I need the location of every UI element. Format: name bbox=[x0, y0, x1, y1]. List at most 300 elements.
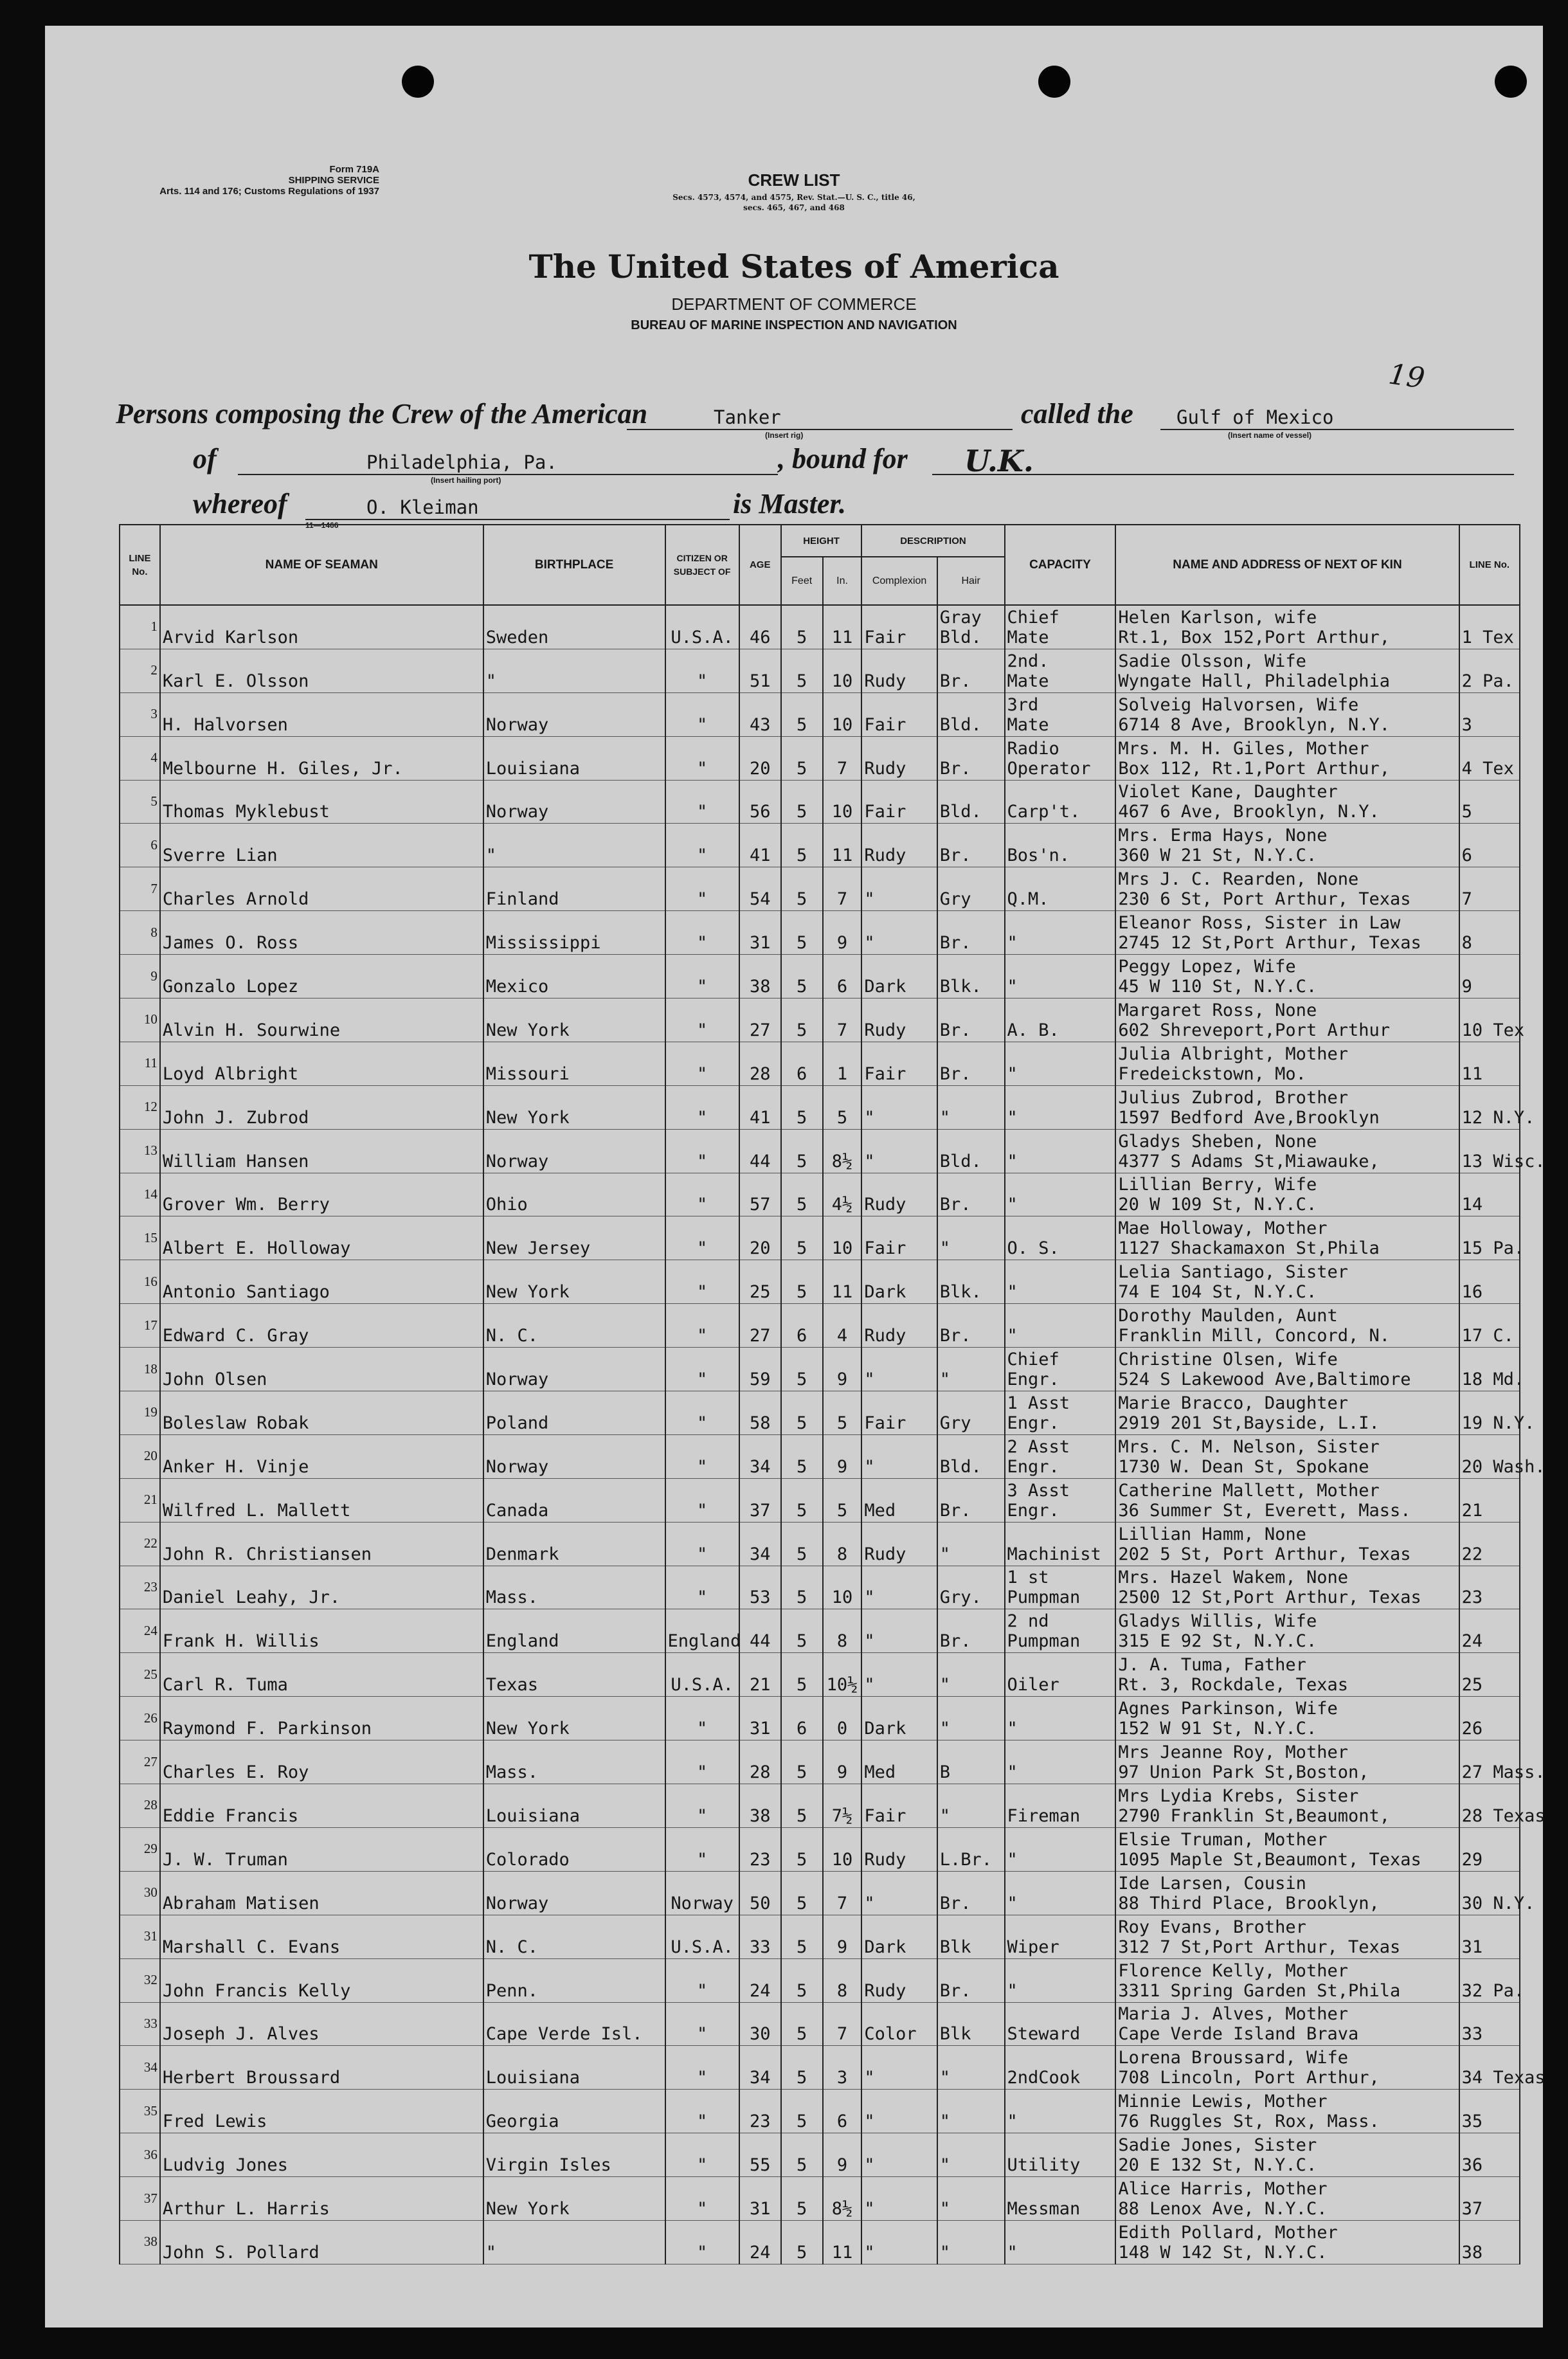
department-heading: DEPARTMENT OF COMMERCE bbox=[671, 294, 917, 314]
height-inches: 7 bbox=[823, 1871, 862, 1915]
citizenship: " bbox=[665, 1348, 739, 1391]
birthplace: " bbox=[483, 649, 665, 692]
age: 44 bbox=[739, 1609, 781, 1653]
citizenship: " bbox=[665, 1784, 739, 1828]
height-feet: 5 bbox=[781, 605, 823, 649]
complexion: Fair bbox=[861, 780, 937, 824]
col-kin: NAME AND ADDRESS OF NEXT OF KIN bbox=[1115, 525, 1459, 605]
capacity: " bbox=[1005, 1958, 1116, 2002]
citizenship: " bbox=[665, 911, 739, 955]
age: 53 bbox=[739, 1566, 781, 1609]
table-row bbox=[120, 1129, 1520, 1173]
hair: B bbox=[937, 1740, 1005, 1784]
birthplace: England bbox=[483, 1609, 665, 1653]
capacity: " bbox=[1005, 2090, 1116, 2133]
capacity: Carp't. bbox=[1005, 780, 1116, 824]
line-number-end: 29 bbox=[1459, 1827, 1520, 1871]
height-inches: 7 bbox=[823, 2002, 862, 2046]
complexion: Rudy bbox=[861, 1304, 937, 1348]
line-number-end: 30 N.Y. bbox=[1459, 1871, 1520, 1915]
hair: Br. bbox=[937, 1609, 1005, 1653]
line-number-end: 7 bbox=[1459, 867, 1520, 911]
table-row bbox=[120, 1958, 1520, 2002]
complexion: " bbox=[861, 911, 937, 955]
height-inches: 4 bbox=[823, 1304, 862, 1348]
next-of-kin: Alice Harris, Mother 88 Lenox Ave, N.Y.C. bbox=[1115, 2177, 1459, 2221]
persons-label: Persons composing the Crew of the American bbox=[116, 398, 648, 429]
birthplace: Mexico bbox=[483, 955, 665, 999]
capacity: 3rd Mate bbox=[1005, 692, 1116, 736]
birthplace: " bbox=[483, 2220, 665, 2264]
capacity: Bos'n. bbox=[1005, 824, 1116, 867]
height-inches: 9 bbox=[823, 1348, 862, 1391]
age: 46 bbox=[739, 605, 781, 649]
line-number: 12 bbox=[120, 1085, 160, 1129]
line-number: 21 bbox=[120, 1478, 160, 1522]
complexion: Med bbox=[861, 1478, 937, 1522]
table-row bbox=[120, 649, 1520, 692]
seaman-name: Arthur L. Harris bbox=[160, 2177, 483, 2221]
age: 28 bbox=[739, 1042, 781, 1085]
citizenship: " bbox=[665, 1958, 739, 2002]
line-number-end: 20 Wash. bbox=[1459, 1434, 1520, 1478]
citizenship: " bbox=[665, 1085, 739, 1129]
citizenship: " bbox=[665, 1827, 739, 1871]
seaman-name: Frank H. Willis bbox=[160, 1609, 483, 1653]
height-feet: 5 bbox=[781, 1609, 823, 1653]
hair: " bbox=[937, 2046, 1005, 2090]
next-of-kin: Julia Albright, Mother Fredeickstown, Mo. bbox=[1115, 1042, 1459, 1085]
form-regs: Arts. 114 and 176; Customs Regulations of 1937 bbox=[159, 186, 379, 197]
capacity: Steward bbox=[1005, 2002, 1116, 2046]
line-number: 30 bbox=[120, 1871, 160, 1915]
capacity: " bbox=[1005, 1697, 1116, 1740]
height-inches: 10 bbox=[823, 1566, 862, 1609]
height-feet: 5 bbox=[781, 2220, 823, 2264]
capacity: O. S. bbox=[1005, 1216, 1116, 1260]
hair: " bbox=[937, 2090, 1005, 2133]
complexion: " bbox=[861, 1609, 937, 1653]
next-of-kin: Maria J. Alves, Mother Cape Verde Island Brava bbox=[1115, 2002, 1459, 2046]
complexion: Fair bbox=[861, 692, 937, 736]
citizenship: " bbox=[665, 649, 739, 692]
line-number-end: 9 bbox=[1459, 955, 1520, 999]
col-line: LINE No. bbox=[120, 525, 160, 605]
citizenship: " bbox=[665, 1434, 739, 1478]
citizenship: " bbox=[665, 2133, 739, 2177]
birthplace: New York bbox=[483, 1260, 665, 1304]
height-feet: 5 bbox=[781, 1522, 823, 1566]
hair: Bld. bbox=[937, 1434, 1005, 1478]
citizenship: " bbox=[665, 1391, 739, 1435]
complexion: Dark bbox=[861, 1260, 937, 1304]
line-number-end: 23 bbox=[1459, 1566, 1520, 1609]
height-inches: 11 bbox=[823, 1260, 862, 1304]
age: 20 bbox=[739, 736, 781, 780]
capacity: " bbox=[1005, 2220, 1116, 2264]
complexion: Rudy bbox=[861, 1173, 937, 1216]
table-row bbox=[120, 1173, 1520, 1216]
capacity: 2nd. Mate bbox=[1005, 649, 1116, 692]
line-number-end: 11 bbox=[1459, 1042, 1520, 1085]
punch-hole bbox=[1495, 66, 1527, 98]
next-of-kin: Sadie Jones, Sister 20 E 132 St, N.Y.C. bbox=[1115, 2133, 1459, 2177]
age: 59 bbox=[739, 1348, 781, 1391]
height-inches: 5 bbox=[823, 1478, 862, 1522]
statutes-line-2: secs. 465, 467, and 468 bbox=[743, 203, 845, 212]
table-row bbox=[120, 1434, 1520, 1478]
country-heading: The United States of America bbox=[528, 248, 1059, 285]
seaman-name: John Olsen bbox=[160, 1348, 483, 1391]
name-hint: (Insert name of vessel) bbox=[1228, 431, 1312, 440]
next-of-kin: Marie Bracco, Daughter 2919 201 St,Bayside, L.I. bbox=[1115, 1391, 1459, 1435]
complexion: Dark bbox=[861, 1915, 937, 1958]
next-of-kin: Violet Kane, Daughter 467 6 Ave, Brooklyn, N.Y. bbox=[1115, 780, 1459, 824]
next-of-kin: Sadie Olsson, Wife Wyngate Hall, Philadelphia bbox=[1115, 649, 1459, 692]
complexion: Dark bbox=[861, 955, 937, 999]
height-feet: 5 bbox=[781, 649, 823, 692]
table-row bbox=[120, 1784, 1520, 1828]
port-hint: (Insert hailing port) bbox=[431, 476, 501, 485]
hair: Br. bbox=[937, 649, 1005, 692]
age: 20 bbox=[739, 1216, 781, 1260]
height-inches: 6 bbox=[823, 955, 862, 999]
age: 43 bbox=[739, 692, 781, 736]
line-number-end: 35 bbox=[1459, 2090, 1520, 2133]
line-number-end: 14 bbox=[1459, 1173, 1520, 1216]
complexion: Rudy bbox=[861, 649, 937, 692]
table-row bbox=[120, 2090, 1520, 2133]
table-row bbox=[120, 1478, 1520, 1522]
citizenship: " bbox=[665, 2046, 739, 2090]
birthplace: Norway bbox=[483, 1129, 665, 1173]
statutes-line-1: Secs. 4573, 4574, and 4575, Rev. Stat.—U. S. C., title 46, bbox=[672, 193, 915, 202]
line-number: 32 bbox=[120, 1958, 160, 2002]
next-of-kin: Julius Zubrod, Brother 1597 Bedford Ave,Brooklyn bbox=[1115, 1085, 1459, 1129]
complexion: " bbox=[861, 1348, 937, 1391]
table-row bbox=[120, 1827, 1520, 1871]
citizenship: " bbox=[665, 1042, 739, 1085]
line-number: 2 bbox=[120, 649, 160, 692]
hair: Br. bbox=[937, 999, 1005, 1042]
complexion: " bbox=[861, 2177, 937, 2221]
citizenship: " bbox=[665, 1478, 739, 1522]
citizenship: " bbox=[665, 692, 739, 736]
birthplace: N. C. bbox=[483, 1915, 665, 1958]
birthplace: Norway bbox=[483, 1348, 665, 1391]
height-feet: 5 bbox=[781, 999, 823, 1042]
table-row bbox=[120, 2046, 1520, 2090]
next-of-kin: Peggy Lopez, Wife 45 W 110 St, N.Y.C. bbox=[1115, 955, 1459, 999]
line-number-end: 38 bbox=[1459, 2220, 1520, 2264]
age: 34 bbox=[739, 1434, 781, 1478]
capacity: " bbox=[1005, 955, 1116, 999]
table-row bbox=[120, 1697, 1520, 1740]
col-complexion: Complexion bbox=[861, 557, 937, 605]
birthplace: Ohio bbox=[483, 1173, 665, 1216]
birthplace: New York bbox=[483, 999, 665, 1042]
line-number-end: 33 bbox=[1459, 2002, 1520, 2046]
hair: " bbox=[937, 1085, 1005, 1129]
birthplace: Canada bbox=[483, 1478, 665, 1522]
table-row bbox=[120, 1216, 1520, 1260]
line-number-end: 24 bbox=[1459, 1609, 1520, 1653]
line-number: 37 bbox=[120, 2177, 160, 2221]
hair: " bbox=[937, 1784, 1005, 1828]
complexion: " bbox=[861, 867, 937, 911]
line-number-end: 8 bbox=[1459, 911, 1520, 955]
line-number: 34 bbox=[120, 2046, 160, 2090]
seaman-name: John R. Christiansen bbox=[160, 1522, 483, 1566]
birthplace: Louisiana bbox=[483, 1784, 665, 1828]
hair: Blk. bbox=[937, 955, 1005, 999]
height-inches: 8 bbox=[823, 1958, 862, 2002]
height-feet: 5 bbox=[781, 1958, 823, 2002]
hair: Gry. bbox=[937, 1566, 1005, 1609]
next-of-kin: Lillian Berry, Wife 20 W 109 St, N.Y.C. bbox=[1115, 1173, 1459, 1216]
hair: Br. bbox=[937, 1304, 1005, 1348]
age: 34 bbox=[739, 2046, 781, 2090]
hair: " bbox=[937, 1522, 1005, 1566]
height-inches: 1 bbox=[823, 1042, 862, 1085]
age: 24 bbox=[739, 2220, 781, 2264]
seaman-name: Edward C. Gray bbox=[160, 1304, 483, 1348]
line-number: 20 bbox=[120, 1434, 160, 1478]
seaman-name: Gonzalo Lopez bbox=[160, 955, 483, 999]
height-feet: 5 bbox=[781, 1434, 823, 1478]
line-number-end: 34 Texas bbox=[1459, 2046, 1520, 2090]
birthplace: New York bbox=[483, 1697, 665, 1740]
line-number: 23 bbox=[120, 1566, 160, 1609]
age: 27 bbox=[739, 1304, 781, 1348]
age: 58 bbox=[739, 1391, 781, 1435]
height-inches: 9 bbox=[823, 911, 862, 955]
line-number: 22 bbox=[120, 1522, 160, 1566]
line-number: 29 bbox=[120, 1827, 160, 1871]
height-inches: 5 bbox=[823, 1085, 862, 1129]
height-feet: 5 bbox=[781, 2177, 823, 2221]
seaman-name: Karl E. Olsson bbox=[160, 649, 483, 692]
seaman-name: Charles Arnold bbox=[160, 867, 483, 911]
line-number: 6 bbox=[120, 824, 160, 867]
hair: Br. bbox=[937, 1871, 1005, 1915]
height-inches: 6 bbox=[823, 2090, 862, 2133]
height-feet: 5 bbox=[781, 911, 823, 955]
age: 21 bbox=[739, 1653, 781, 1697]
citizenship: " bbox=[665, 2177, 739, 2221]
citizenship: U.S.A. bbox=[665, 1653, 739, 1697]
line-number-end: 5 bbox=[1459, 780, 1520, 824]
hair: " bbox=[937, 2133, 1005, 2177]
line-number-end: 12 N.Y. bbox=[1459, 1085, 1520, 1129]
table-row bbox=[120, 780, 1520, 824]
seaman-name: Charles E. Roy bbox=[160, 1740, 483, 1784]
table-row bbox=[120, 867, 1520, 911]
table-row bbox=[120, 824, 1520, 867]
seaman-name: Abraham Matisen bbox=[160, 1871, 483, 1915]
height-inches: 7½ bbox=[823, 1784, 862, 1828]
called-label: called the bbox=[1021, 398, 1133, 429]
line-number-end: 37 bbox=[1459, 2177, 1520, 2221]
capacity: " bbox=[1005, 1827, 1116, 1871]
citizenship: " bbox=[665, 1522, 739, 1566]
complexion: " bbox=[861, 1871, 937, 1915]
next-of-kin: Lorena Broussard, Wife 708 Lincoln, Port Arthur, bbox=[1115, 2046, 1459, 2090]
complexion: " bbox=[861, 2046, 937, 2090]
next-of-kin: Mrs. C. M. Nelson, Sister 1730 W. Dean St, Spokane bbox=[1115, 1434, 1459, 1478]
age: 25 bbox=[739, 1260, 781, 1304]
birthplace: Norway bbox=[483, 1871, 665, 1915]
citizenship: U.S.A. bbox=[665, 605, 739, 649]
age: 23 bbox=[739, 1827, 781, 1871]
capacity: 2 Asst Engr. bbox=[1005, 1434, 1116, 1478]
line-number: 9 bbox=[120, 955, 160, 999]
citizenship: " bbox=[665, 780, 739, 824]
height-feet: 6 bbox=[781, 1042, 823, 1085]
punch-hole bbox=[402, 66, 434, 98]
age: 54 bbox=[739, 867, 781, 911]
next-of-kin: Mae Holloway, Mother 1127 Shackamaxon St,Phila bbox=[1115, 1216, 1459, 1260]
next-of-kin: Mrs J. C. Rearden, None 230 6 St, Port Arthur, Texas bbox=[1115, 867, 1459, 911]
next-of-kin: Helen Karlson, wife Rt.1, Box 152,Port Arthur, bbox=[1115, 605, 1459, 649]
height-inches: 10 bbox=[823, 780, 862, 824]
height-inches: 7 bbox=[823, 867, 862, 911]
col-citizen: CITIZEN OR SUBJECT OF bbox=[665, 525, 739, 605]
line-number: 19 bbox=[120, 1391, 160, 1435]
height-feet: 5 bbox=[781, 1871, 823, 1915]
complexion: Med bbox=[861, 1740, 937, 1784]
next-of-kin: Gladys Sheben, None 4377 S Adams St,Miawauke, bbox=[1115, 1129, 1459, 1173]
table-row bbox=[120, 2220, 1520, 2264]
next-of-kin: Roy Evans, Brother 312 7 St,Port Arthur, Texas bbox=[1115, 1915, 1459, 1958]
complexion: Rudy bbox=[861, 736, 937, 780]
col-line-end: LINE No. bbox=[1459, 525, 1520, 605]
capacity: Utility bbox=[1005, 2133, 1116, 2177]
age: 30 bbox=[739, 2002, 781, 2046]
capacity: Q.M. bbox=[1005, 867, 1116, 911]
complexion: Rudy bbox=[861, 1827, 937, 1871]
crew-list-sheet bbox=[45, 26, 1543, 2327]
complexion: Fair bbox=[861, 1391, 937, 1435]
height-feet: 5 bbox=[781, 692, 823, 736]
table-row bbox=[120, 911, 1520, 955]
birthplace: Finland bbox=[483, 867, 665, 911]
seaman-name: Alvin H. Sourwine bbox=[160, 999, 483, 1042]
next-of-kin: Solveig Halvorsen, Wife 6714 8 Ave, Brooklyn, N.Y. bbox=[1115, 692, 1459, 736]
next-of-kin: J. A. Tuma, Father Rt. 3, Rockdale, Texas bbox=[1115, 1653, 1459, 1697]
line-number-end: 16 bbox=[1459, 1260, 1520, 1304]
table-row bbox=[120, 1740, 1520, 1784]
capacity: Radio Operator bbox=[1005, 736, 1116, 780]
complexion: Fair bbox=[861, 1216, 937, 1260]
height-feet: 5 bbox=[781, 1260, 823, 1304]
form-number: Form 719A bbox=[329, 164, 379, 175]
age: 41 bbox=[739, 1085, 781, 1129]
seaman-name: Sverre Lian bbox=[160, 824, 483, 867]
line-number-end: 2 Pa. bbox=[1459, 649, 1520, 692]
bound-label: , bound for bbox=[778, 443, 908, 475]
height-feet: 5 bbox=[781, 1478, 823, 1522]
next-of-kin: Catherine Mallett, Mother 36 Summer St, Everett, Mass. bbox=[1115, 1478, 1459, 1522]
age: 27 bbox=[739, 999, 781, 1042]
line-number-end: 26 bbox=[1459, 1697, 1520, 1740]
citizenship: " bbox=[665, 2002, 739, 2046]
capacity: Chief Mate bbox=[1005, 605, 1116, 649]
citizenship: Norway bbox=[665, 1871, 739, 1915]
age: 55 bbox=[739, 2133, 781, 2177]
age: 44 bbox=[739, 1129, 781, 1173]
of-label: of bbox=[193, 443, 217, 475]
line-number: 24 bbox=[120, 1609, 160, 1653]
birthplace: Sweden bbox=[483, 605, 665, 649]
line-number-end: 3 bbox=[1459, 692, 1520, 736]
table-row bbox=[120, 736, 1520, 780]
table-row bbox=[120, 1653, 1520, 1697]
line-number-end: 13 Wisc. bbox=[1459, 1129, 1520, 1173]
complexion: Fair bbox=[861, 605, 937, 649]
seaman-name: Arvid Karlson bbox=[160, 605, 483, 649]
capacity: " bbox=[1005, 1740, 1116, 1784]
complexion: Fair bbox=[861, 1042, 937, 1085]
height-inches: 10 bbox=[823, 692, 862, 736]
height-feet: 5 bbox=[781, 1653, 823, 1697]
capacity: 2 nd Pumpman bbox=[1005, 1609, 1116, 1653]
citizenship: " bbox=[665, 1697, 739, 1740]
capacity: Messman bbox=[1005, 2177, 1116, 2221]
hair: " bbox=[937, 2177, 1005, 2221]
complexion: " bbox=[861, 1085, 937, 1129]
seaman-name: Raymond F. Parkinson bbox=[160, 1697, 483, 1740]
citizenship: " bbox=[665, 999, 739, 1042]
capacity: " bbox=[1005, 911, 1116, 955]
line-number: 16 bbox=[120, 1260, 160, 1304]
table-row bbox=[120, 692, 1520, 736]
height-feet: 5 bbox=[781, 1566, 823, 1609]
height-feet: 6 bbox=[781, 1304, 823, 1348]
birthplace: Georgia bbox=[483, 2090, 665, 2133]
print-code: 11—1466 bbox=[305, 521, 339, 530]
line-number: 1 bbox=[120, 605, 160, 649]
citizenship: U.S.A. bbox=[665, 1915, 739, 1958]
seaman-name: Thomas Myklebust bbox=[160, 780, 483, 824]
seaman-name: Antonio Santiago bbox=[160, 1260, 483, 1304]
capacity: A. B. bbox=[1005, 999, 1116, 1042]
line-number-end: 15 Pa. bbox=[1459, 1216, 1520, 1260]
complexion: Rudy bbox=[861, 999, 937, 1042]
height-feet: 5 bbox=[781, 1784, 823, 1828]
seaman-name: J. W. Truman bbox=[160, 1827, 483, 1871]
height-feet: 5 bbox=[781, 2002, 823, 2046]
next-of-kin: Agnes Parkinson, Wife 152 W 91 St, N.Y.C. bbox=[1115, 1697, 1459, 1740]
seaman-name: Ludvig Jones bbox=[160, 2133, 483, 2177]
age: 41 bbox=[739, 824, 781, 867]
birthplace: Louisiana bbox=[483, 2046, 665, 2090]
hair: Bld. bbox=[937, 1129, 1005, 1173]
complexion: Rudy bbox=[861, 1522, 937, 1566]
seaman-name: John J. Zubrod bbox=[160, 1085, 483, 1129]
line-number-end: 22 bbox=[1459, 1522, 1520, 1566]
birthplace: " bbox=[483, 824, 665, 867]
capacity: 3 Asst Engr. bbox=[1005, 1478, 1116, 1522]
height-inches: 8 bbox=[823, 1522, 862, 1566]
line-number-end: 1 Tex bbox=[1459, 605, 1520, 649]
rig-hint: (Insert rig) bbox=[765, 431, 804, 440]
next-of-kin: Mrs. M. H. Giles, Mother Box 112, Rt.1,Port Arthur, bbox=[1115, 736, 1459, 780]
line-number-end: 28 Texas bbox=[1459, 1784, 1520, 1828]
birthplace: Mass. bbox=[483, 1740, 665, 1784]
height-inches: 0 bbox=[823, 1697, 862, 1740]
seaman-name: H. Halvorsen bbox=[160, 692, 483, 736]
